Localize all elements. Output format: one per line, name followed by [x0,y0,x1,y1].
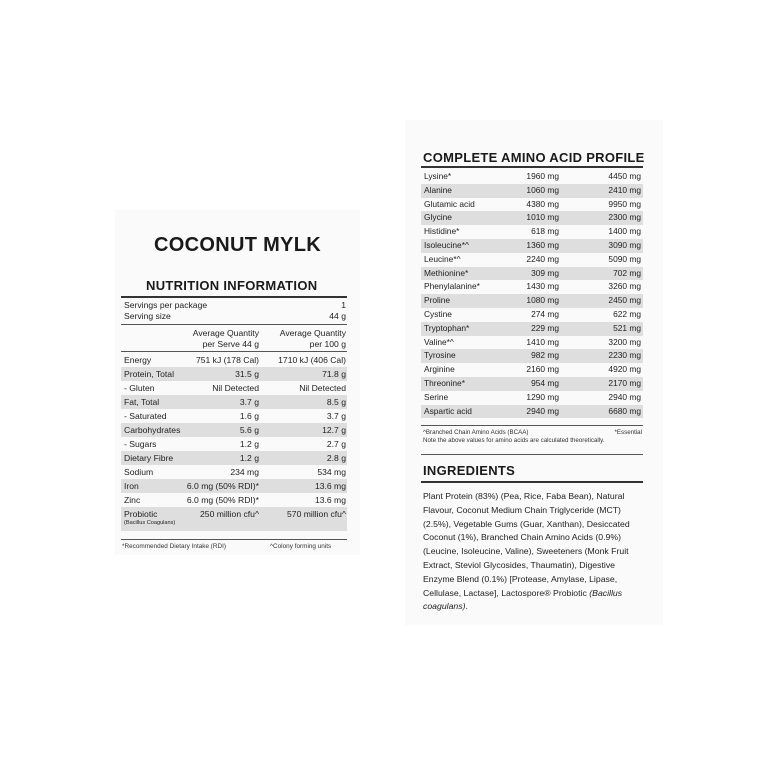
nutrient-per-100g: 13.6 mg [314,495,346,505]
amino-per-serve: 1360 mg [526,240,559,250]
nutrient-per-serve: 5.6 g [239,425,259,435]
amino-per-100g: 4920 mg [608,364,641,375]
nutrient-name: Iron [124,481,139,491]
nutrient-per-100g: 570 million cfu^ [287,509,346,519]
table-row [421,391,643,405]
nutrient-name: Zinc [124,495,141,505]
amino-per-100g: 3200 mg [608,336,641,347]
table-row [121,395,347,409]
nutrient-per-100g: 12.7 g [322,425,346,435]
amino-per-100g: 3090 mg [608,240,641,250]
table-row [121,353,347,367]
nutrition-title: NUTRITION INFORMATION [146,278,318,293]
nutrient-per-serve: 250 million cfu^ [200,509,259,519]
nutrient-per-serve: 6.0 mg (50% RDI)* [186,481,259,491]
nutrient-name: Fat, Total [124,397,160,407]
amino-name: Threonine* [424,378,465,388]
table-row [121,437,347,451]
amino-per-100g: 1400 mg [608,226,641,237]
amino-name: Histidine* [424,226,460,237]
nutrient-name: Carbohydrates [124,425,181,435]
amino-name: Serine [424,391,449,402]
amino-per-100g: 702 mg [613,267,641,278]
table-row [421,308,643,322]
servings-per-package-row [124,300,346,311]
amino-per-100g: 2940 mg [608,391,641,402]
nutrient-name: Energy [124,355,152,365]
amino-name: Arginine [424,364,455,375]
amino-per-serve: 1080 mg [526,295,559,306]
footnote-essential: *Essential [614,429,642,436]
amino-per-100g: 2410 mg [608,184,641,195]
amino-per-serve: 2240 mg [526,253,559,264]
col-header-per-100g: Average Quantity per 100 g [279,328,346,349]
probiotic-name-block [124,509,175,527]
table-row [121,493,347,507]
amino-name: Tryptophan* [424,322,470,333]
amino-name: Alanine [424,184,452,195]
table-row [121,367,347,381]
nutrient-per-100g: 2.8 g [326,453,346,463]
nutrient-name: Dietary Fibre [124,453,174,463]
nutrient-name: - Sugars [124,439,157,449]
serving-size-row [124,311,346,322]
product-title: COCONUT MYLK [154,234,321,256]
amino-name: Methionine* [424,267,469,278]
amino-name: Tyrosine [424,350,456,361]
table-row [421,322,643,336]
amino-per-serve: 2160 mg [526,364,559,375]
amino-per-serve: 618 mg [531,226,559,237]
table-row [121,465,347,479]
table-row [421,239,643,253]
table-row [421,170,643,184]
amino-per-100g: 2300 mg [608,212,641,223]
nutrition-divider [121,324,347,325]
ingredients-text: Plant Protein (83%) (Pea, Rice, Faba Bean), Natural Flavour, Coconut Medium Chain Triglyceride (MCT) (2.5%), Vegetable Gums (Guar, Xanthan), Desiccated Coconut (1%), Branched Chain Amino Acids (0.9%) (Leucine, Isoleucine, Valine), Sweeteners (Monk Fruit Extract, Steviol Glycosides, Thaumatin), Digestive Enzyme Blend (0.1%) [Protease, Amylase, Lipase, Cellulase, Lactase], Lactospore® Probiotic (Bacillus coagulans). [423,491,630,612]
nutrient-per-serve: 3.7 g [239,397,259,407]
amino-per-100g: 521 mg [613,322,641,333]
amino-name: Leucine*^ [424,253,461,264]
nutrient-per-serve: 6.0 mg (50% RDI)* [186,495,259,505]
nutrient-subname: (Bacillus Coagulans) [124,520,176,526]
amino-per-100g: 2450 mg [608,295,641,306]
ingredients-top-rule [421,454,643,455]
nutrient-name: Protein, Total [124,369,175,379]
footnote-bcaa: ^Branched Chain Amino Acids (BCAA) [423,429,529,436]
nutrient-per-100g: Nil Detected [299,383,346,393]
amino-per-100g: 2230 mg [608,350,641,361]
nutrient-name: Sodium [124,467,154,477]
table-row [421,280,643,294]
serving-size-label: Serving size [124,311,171,321]
amino-per-serve: 274 mg [531,309,559,319]
amino-name: Glutamic acid [424,198,475,209]
nutrient-per-100g: 8.5 g [326,397,346,407]
table-row [421,336,643,350]
nutrient-per-serve: 31.5 g [235,369,259,379]
amino-per-100g: 9950 mg [608,198,641,209]
serving-size-value: 44 g [329,311,346,321]
amino-per-100g: 2170 mg [608,378,641,388]
nutrient-name: - Saturated [124,411,167,421]
col-header-per-serve: Average Quantity per Serve 44 g [192,328,259,349]
amino-per-serve: 2940 mg [526,405,559,416]
table-row [421,198,643,212]
nutrient-per-100g: 3.7 g [326,411,346,421]
ingredients-title-rule [421,481,643,483]
nutrition-divider [121,539,347,540]
nutrient-per-100g: 1710 kJ (406 Cal) [278,355,346,365]
amino-per-serve: 1960 mg [526,171,559,181]
nutrient-per-100g: 13.6 mg [314,481,346,491]
amino-name: Cystine [424,309,452,319]
amino-name: Aspartic acid [424,405,472,416]
nutrition-divider [121,351,347,352]
table-row [421,253,643,267]
table-row [421,294,643,308]
nutrient-per-100g: 71.8 g [322,369,346,379]
nutrient-per-serve: Nil Detected [212,383,259,393]
nutrition-title-rule [121,296,347,298]
table-row [121,451,347,465]
amino-per-100g: 6680 mg [608,405,641,416]
amino-name: Isoleucine*^ [424,240,469,250]
table-row [421,184,643,198]
amino-name: Valine*^ [424,336,454,347]
nutrient-name: Probiotic [124,509,158,519]
amino-per-serve: 1410 mg [526,336,559,347]
amino-per-serve: 1290 mg [526,391,559,402]
amino-per-serve: 982 mg [531,350,559,361]
footnote-amino-note: Note the above values for amino acids are calculated theoretically. [423,437,605,444]
table-row [121,423,347,437]
amino-divider [421,425,643,426]
nutrient-per-100g: 2.7 g [326,439,346,449]
nutrient-per-100g: 534 mg [317,467,346,477]
amino-per-serve: 4380 mg [526,198,559,209]
table-row [121,381,347,395]
nutrient-per-serve: 1.2 g [239,439,259,449]
amino-title-rule [421,166,643,168]
table-row [421,405,643,419]
amino-per-100g: 622 mg [613,309,641,319]
table-row-probiotic [121,507,347,531]
ingredients-italic: (Bacillus coagulans) [423,587,623,612]
nutrient-per-serve: 1.6 g [239,411,259,421]
amino-per-serve: 1060 mg [526,184,559,195]
footnote-rdi: *Recommended Dietary Intake (RDI) [122,543,227,550]
amino-per-serve: 309 mg [531,267,559,278]
amino-per-serve: 229 mg [531,322,559,333]
amino-title: COMPLETE AMINO ACID PROFILE [423,150,645,165]
amino-per-serve: 954 mg [531,378,559,388]
table-row [421,349,643,363]
table-row [421,377,643,391]
amino-per-100g: 4450 mg [608,171,641,181]
servings-per-package-label: Servings per package [124,300,208,310]
nutrient-per-serve: 751 kJ (178 Cal) [195,355,259,365]
table-row [121,479,347,493]
table-row [121,409,347,423]
table-row [421,267,643,281]
amino-name: Phenylalanine* [424,281,480,292]
amino-per-serve: 1430 mg [526,281,559,292]
nutrient-per-serve: 234 mg [230,467,259,477]
nutrient-name: - Gluten [124,383,155,393]
amino-per-100g: 3260 mg [608,281,641,292]
nutrient-per-serve: 1.2 g [239,453,259,463]
servings-per-package-value: 1 [341,300,346,310]
amino-name: Proline [424,295,451,306]
ingredients-title: INGREDIENTS [423,463,516,478]
amino-name: Glycine [424,212,452,223]
amino-per-serve: 1010 mg [526,212,559,223]
table-row [421,225,643,239]
table-row [421,211,643,225]
table-row [421,363,643,377]
footnote-cfu: ^Colony forming units [270,543,332,550]
amino-per-100g: 5090 mg [608,253,641,264]
amino-name: Lysine* [424,171,452,181]
